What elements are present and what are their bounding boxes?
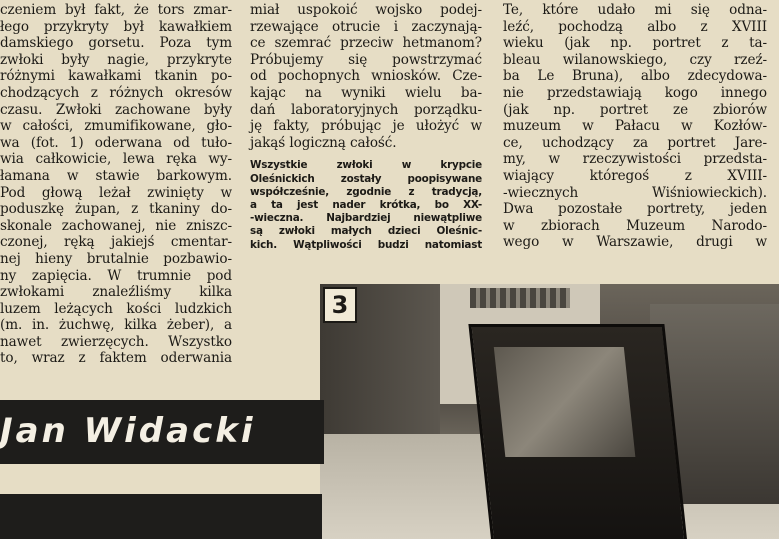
text-line: (m. in. żuchwę, kilka żeber), a — [0, 317, 232, 334]
text-line: wego w Warszawie, drugi w — [503, 234, 767, 251]
text-line: ce szemrać przeciw hetmanom? — [250, 35, 482, 52]
text-line: nie przedstawiają kogo innego — [503, 84, 767, 101]
paragraph-gap — [250, 151, 482, 159]
text-line: zwłoki były nagie, przykryte — [0, 51, 232, 68]
text-line: to, wraz z faktem oderwania — [0, 350, 232, 367]
article-column-2 — [250, 2, 482, 252]
text-line: ce, uchodzący za portret Jare- — [503, 134, 767, 151]
text-line: -wieczna. Najbardziej niewątpliwe — [250, 212, 482, 225]
text-line: od pochopnych wniosków. Cze- — [250, 68, 482, 85]
text-line: a ta jest nader krótka, bo XX- — [250, 198, 482, 211]
text-line: ny zapięcia. W trumnie pod — [0, 267, 232, 284]
text-line: muzeum w Pałacu w Kozłów- — [503, 118, 767, 135]
author-byline: Jan Widacki — [0, 411, 256, 451]
text-line: ba Le Bruna), albo zdecydowa- — [503, 68, 767, 85]
text-line: rzewające otrucie i zaczynają- — [250, 18, 482, 35]
text-line: w całości, zmumifikowane, gło- — [0, 118, 232, 135]
photo-window-grille — [470, 288, 570, 308]
text-line: są zwłoki małych dzieci Oleśnic- — [250, 225, 482, 238]
text-line: czonej, ręką jakiejś cmentar- — [0, 234, 232, 251]
text-line: wia całkowicie, lewa ręka wy- — [0, 151, 232, 168]
text-line: w zbiorach Muzeum Narodo- — [503, 217, 767, 234]
text-line: różnymi kawałkami tkanin po- — [0, 68, 232, 85]
text-line: kając na wyniki wielu ba- — [250, 84, 482, 101]
text-line: współcześnie, zgodnie z tradycją, — [250, 185, 482, 198]
text-line: łamana w stawie barkowym. — [0, 167, 232, 184]
text-line: bleau wilanowskiego, czy rzeź- — [503, 51, 767, 68]
text-line: dań laboratoryjnych porządku- — [250, 101, 482, 118]
photo-coffin — [468, 324, 687, 539]
text-line: wiający któregoś z XVIII- — [503, 167, 767, 184]
bottom-band — [0, 494, 322, 539]
text-line: damskiego gorsetu. Poza tym — [0, 35, 232, 52]
text-line: łego przykryty był kawałkiem — [0, 18, 232, 35]
text-line: skonale zachowanej, nie zniszc- — [0, 217, 232, 234]
photo-coffin-lid — [494, 347, 636, 457]
text-line: leźć, pochodzą albo z XVIII — [503, 18, 767, 35]
article-column-1 — [0, 2, 232, 367]
text-line: zwłokami znaleźliśmy kilka — [0, 284, 232, 301]
text-line: chodzących z różnych okresów — [0, 84, 232, 101]
text-line: czeniem był fakt, że tors zmar- — [0, 2, 232, 18]
text-line: czasu. Zwłoki zachowane były — [0, 101, 232, 118]
text-line: (jak np. portret ze zbiorów — [503, 101, 767, 118]
text-line: Pod głową leżał zwinięty w — [0, 184, 232, 201]
text-line: kich. Wątpliwości budzi natomiast — [250, 238, 482, 251]
text-line: my, w rzeczywistości przedsta- — [503, 151, 767, 168]
text-line: Wszystkie zwłoki w krypcie — [250, 159, 482, 172]
text-line: -wiecznych Wiśniowieckich). — [503, 184, 767, 201]
text-line: nawet zwierzęcych. Wszystko — [0, 333, 232, 350]
text-line: nej hieny brutalnie pozbawio- — [0, 250, 232, 267]
text-line: Oleśnickich zostały poopisywane — [250, 172, 482, 185]
article-column-3 — [503, 2, 767, 251]
crypt-photo — [320, 284, 779, 539]
text-line: miał uspokoić wojsko podej- — [250, 2, 482, 18]
text-line: ję fakty, próbując je ułożyć w — [250, 118, 482, 135]
text-line: Próbujemy się powstrzymać — [250, 51, 482, 68]
text-line: Te, które udało mi się odna- — [503, 2, 767, 18]
text-line: jakąś logiczną całość. — [250, 134, 397, 151]
text-line: wieku (jak np. portret z ta- — [503, 35, 767, 52]
text-line: Dwa pozostałe portrety, jeden — [503, 201, 767, 218]
text-line: wa (fot. 1) oderwana od tuło- — [0, 134, 232, 151]
photo-number: 3 — [323, 287, 357, 323]
text-line: poduszkę żupan, z tkaniny do- — [0, 201, 232, 218]
text-line: luzem leżących kości ludzkich — [0, 300, 232, 317]
